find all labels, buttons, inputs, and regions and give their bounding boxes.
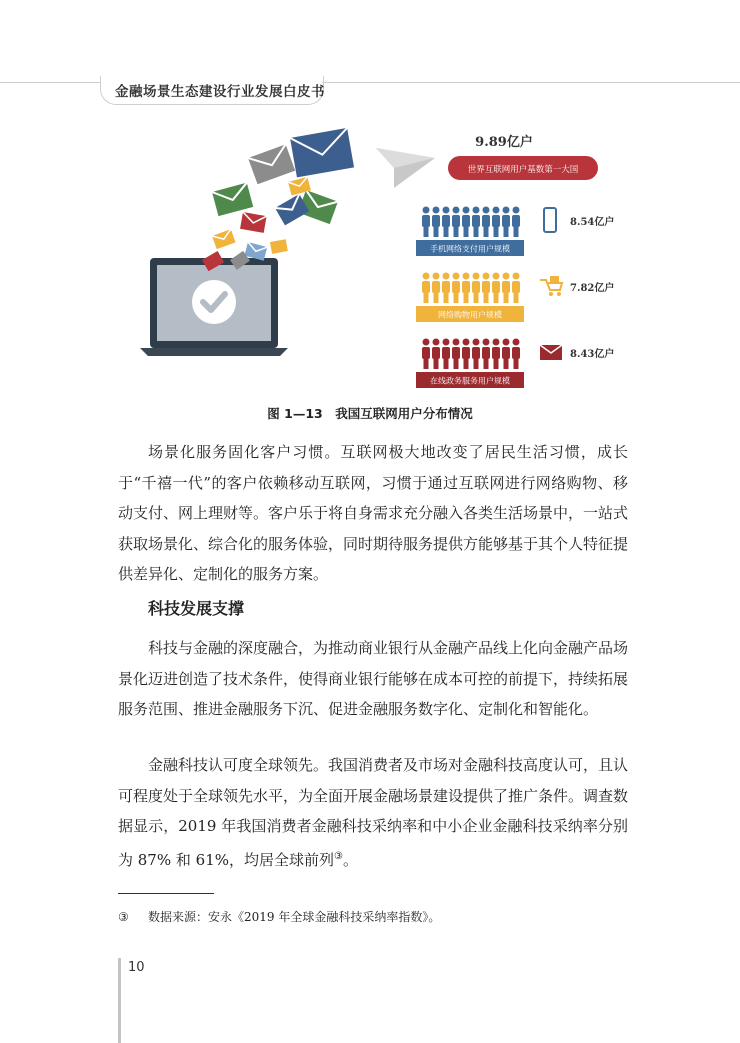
footnote-mark: ③ <box>118 910 129 924</box>
header-rule-right <box>322 82 740 83</box>
person-icon <box>512 273 520 304</box>
person-icon <box>422 273 430 304</box>
total-value: 9.89亿户 <box>475 135 533 150</box>
person-icon <box>452 273 460 304</box>
user-row <box>416 339 614 389</box>
person-icon <box>482 339 490 370</box>
person-icon <box>512 339 520 370</box>
user-row <box>416 273 614 323</box>
person-icon <box>462 273 470 304</box>
person-icon <box>462 339 470 370</box>
person-icon <box>512 207 520 238</box>
person-icon <box>472 273 480 304</box>
person-icon <box>452 339 460 370</box>
row-banner-label: 在线政务服务用户规模 <box>430 376 510 386</box>
figure-caption: 图 1—13 我国互联网用户分布情况 <box>267 406 473 421</box>
person-icon <box>502 207 510 238</box>
paragraph-2: 科技与金融的深度融合，为推动商业银行从金融产品线上化向金融产品场景化迈进创造了技术条件，使得商业银行能够在成本可控的前提下，持续拓展服务范围、推进金融服务下沉、促进金融服务数字化、定制化和智能化。 <box>118 639 629 718</box>
person-icon <box>432 273 440 304</box>
person-icon <box>422 339 430 370</box>
phone-icon <box>544 208 556 232</box>
envelope-cluster <box>202 128 354 271</box>
footnote-text: 数据来源：安永《2019 年全球金融科技采纳率指数》。 <box>148 910 441 924</box>
paragraph-3 <box>118 750 628 875</box>
footnote <box>118 908 440 925</box>
cart-icon <box>540 276 562 296</box>
person-icon <box>472 339 480 370</box>
footnote-reference[interactable]: ③ <box>334 850 343 862</box>
row-value: 8.43亿户 <box>570 349 615 360</box>
person-icon <box>422 207 430 238</box>
paper-plane-icon <box>376 148 435 188</box>
person-icon <box>462 207 470 238</box>
person-icon <box>482 207 490 238</box>
paragraph-1: 场景化服务固化客户习惯。互联网极大地改变了居民生活习惯，成长于“千禧一代”的客户依赖移动互联网，习惯于通过互联网进行网络购物、移动支付、网上理财等。客户乐于将自身需求充分融入各类生活场景中，一站式获取场景化、综合化的服务体验，同时期待服务提供方能够基于其个人特征提供差异化、定制化的服务方案。 <box>118 443 629 583</box>
row-banner-label: 手机网络支付用户规模 <box>430 244 510 254</box>
page-number: 10 <box>128 960 145 975</box>
person-icon <box>472 207 480 238</box>
person-icon <box>442 207 450 238</box>
laptop-illustration <box>140 258 288 356</box>
row-value: 8.54亿户 <box>570 217 615 228</box>
envelope-icon <box>540 345 562 360</box>
page-bar <box>118 958 121 1043</box>
paragraph-3-text: 金融科技认可度全球领先。我国消费者及市场对金融科技高度认可，且认可程度处于全球领先水平，为全面开展金融场景建设提供了推广条件。调查数据显示，2019 年我国消费者金融科技采纳率和中小企业金融科技采纳率分别为 87% 和 61%，均居全球前列 <box>118 756 629 869</box>
person-icon <box>442 339 450 370</box>
section-heading: 科技发展支撑 <box>148 599 245 618</box>
person-icon <box>492 207 500 238</box>
paragraph-3-end: 。 <box>342 850 358 869</box>
running-header-title: 金融场景生态建设行业发展白皮书 <box>115 84 325 100</box>
person-icon <box>492 273 500 304</box>
person-icon <box>432 339 440 370</box>
row-banner-label: 网络购物用户规模 <box>438 310 502 320</box>
total-banner: 世界互联网用户基数第一大国 <box>467 165 579 175</box>
person-icon <box>432 207 440 238</box>
user-row <box>416 207 614 257</box>
internet-users-infographic <box>130 120 630 410</box>
person-icon <box>502 273 510 304</box>
row-value: 7.82亿户 <box>570 283 615 294</box>
person-icon <box>442 273 450 304</box>
footnote-rule <box>118 893 214 894</box>
person-icon <box>502 339 510 370</box>
person-icon <box>452 207 460 238</box>
person-icon <box>482 273 490 304</box>
person-icon <box>492 339 500 370</box>
